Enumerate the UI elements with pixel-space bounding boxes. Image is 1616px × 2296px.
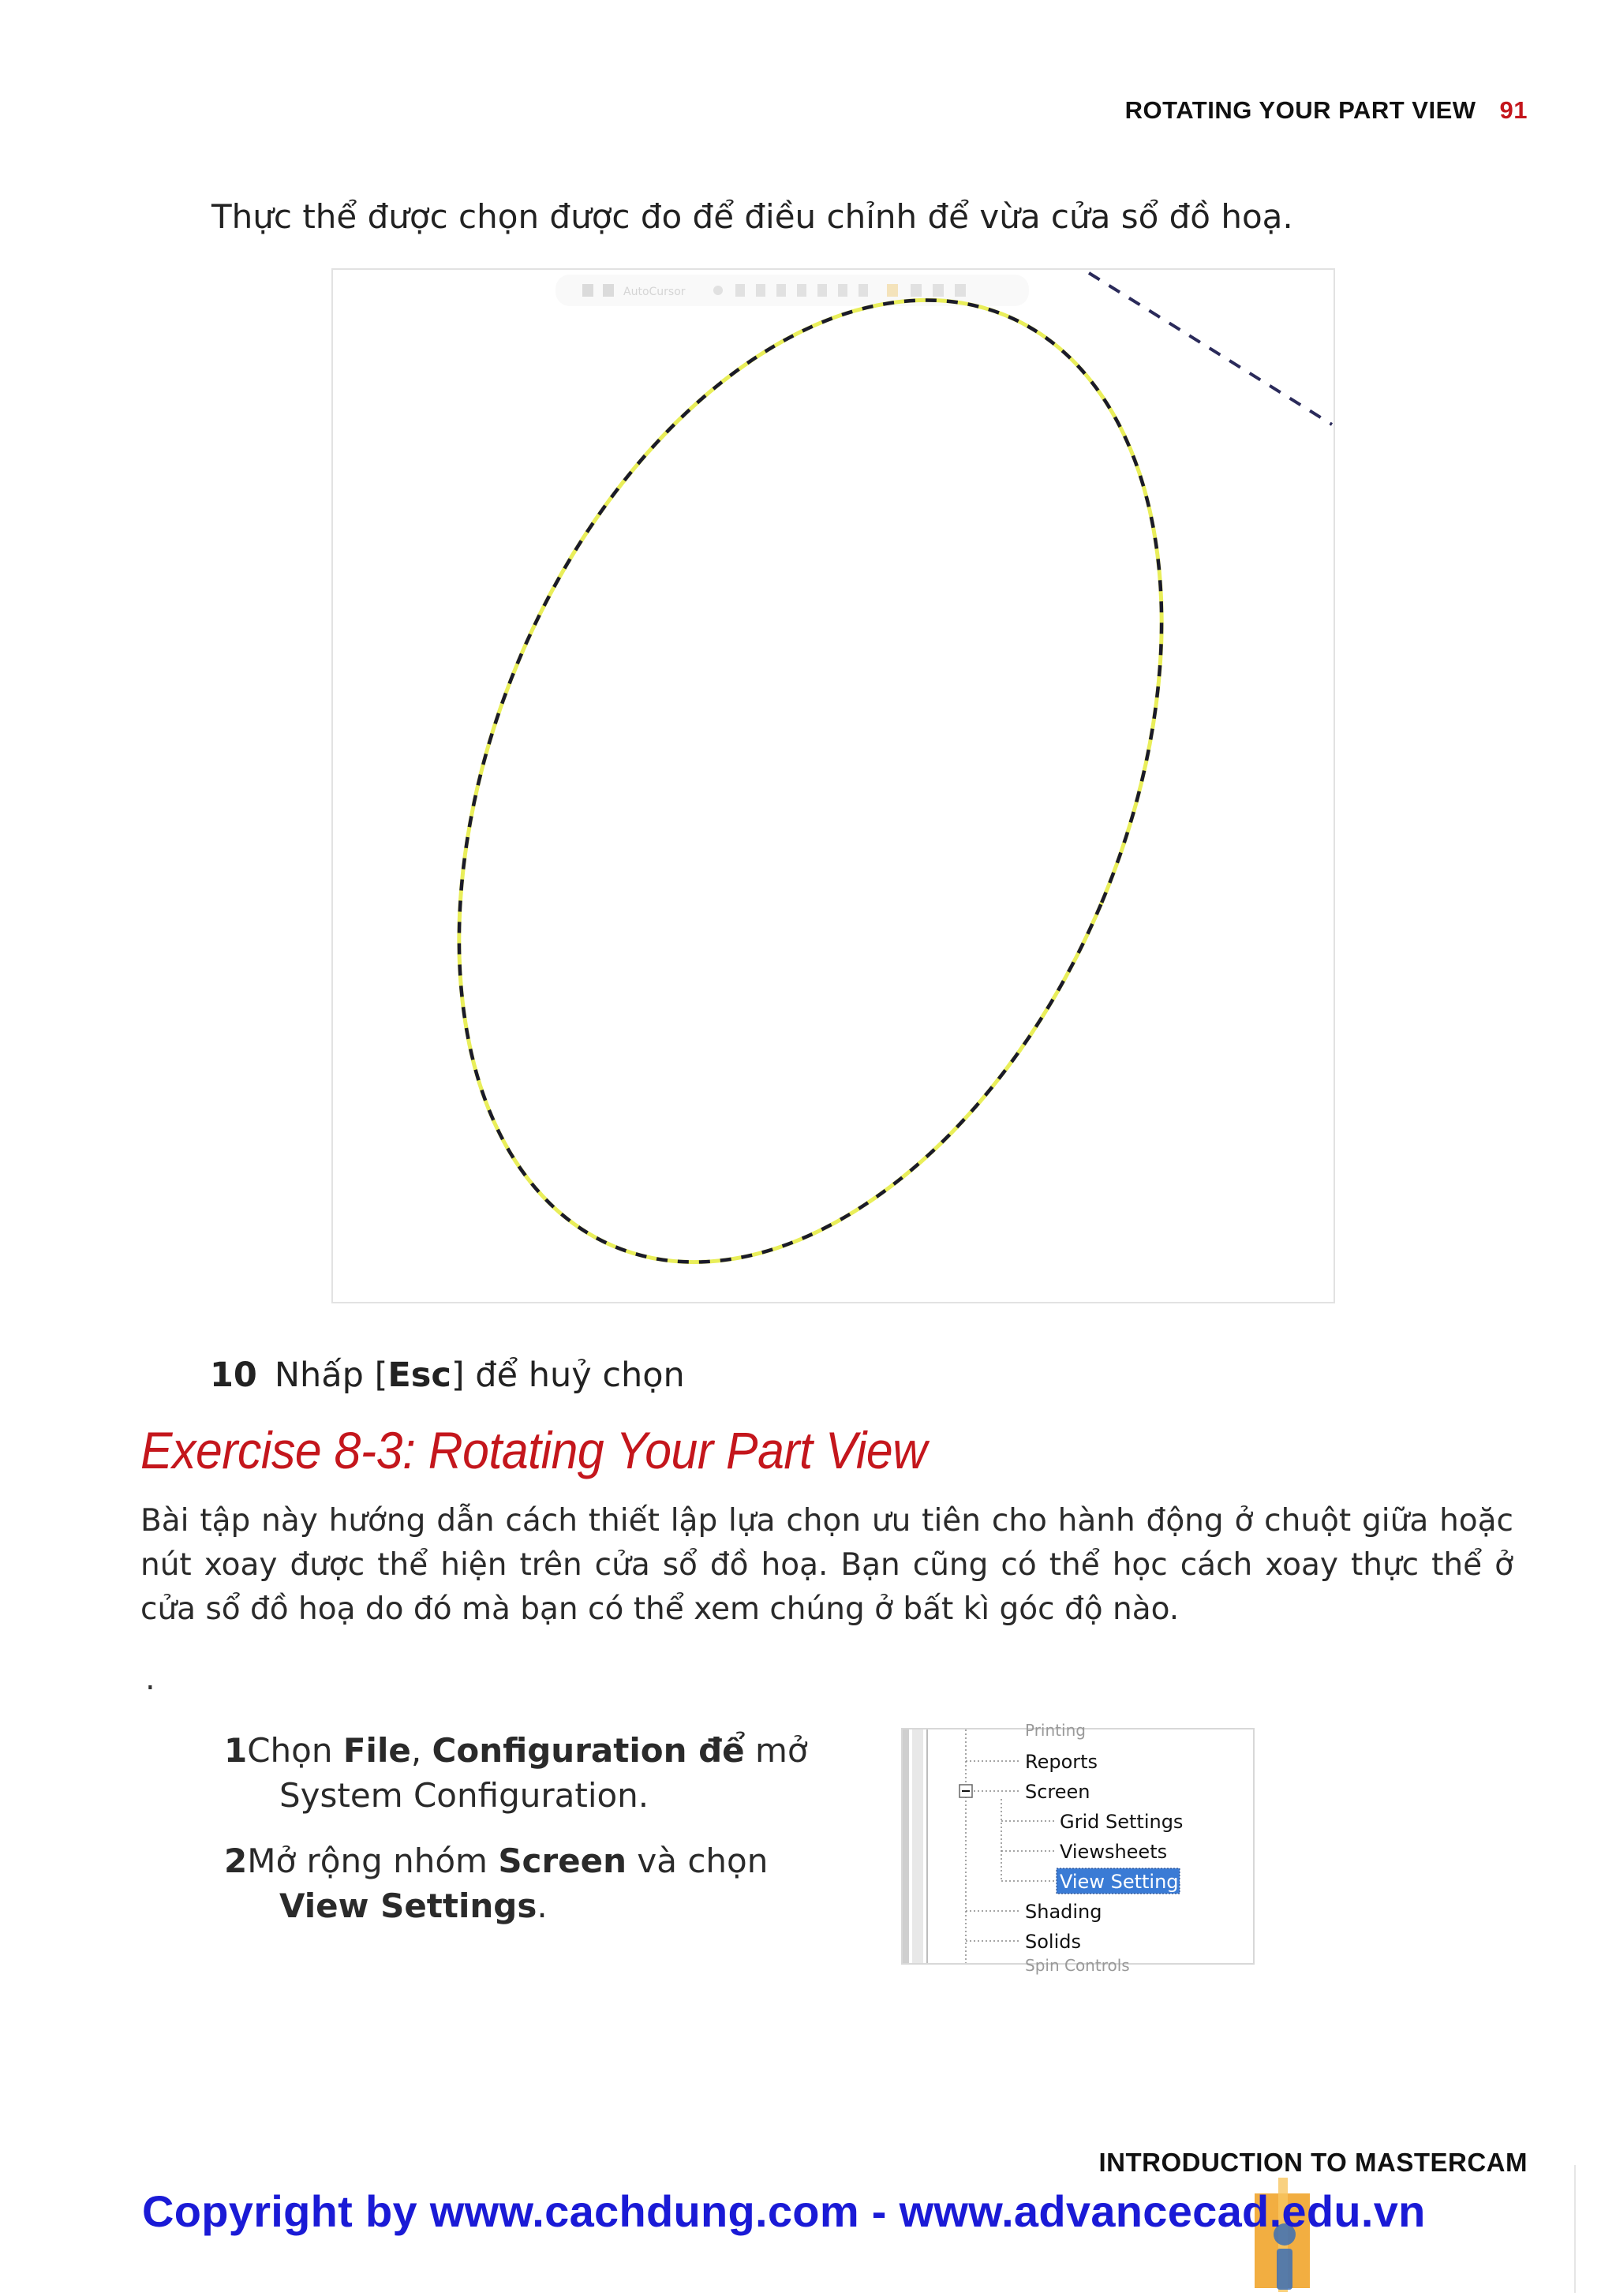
step-2 [224, 1838, 824, 1928]
step-10-pre: Nhấp [ [274, 1356, 388, 1395]
tree-item-reports[interactable]: Reports [1025, 1751, 1098, 1773]
step-1-continuation: System Configuration. [279, 1776, 649, 1815]
step-1 [224, 1728, 824, 1818]
tree-item-solids[interactable]: Solids [1025, 1931, 1081, 1953]
step-2-view-settings: View Settings [279, 1887, 537, 1925]
step-1-text: Chọn [247, 1731, 343, 1770]
selected-ellipse [323, 193, 1299, 1370]
toolbar-autocursor-label: AutoCursor [623, 286, 686, 298]
stray-dot: . [145, 1661, 155, 1697]
tree-item-printing-partial: Printing [1025, 1721, 1086, 1740]
step-2-period: . [537, 1887, 548, 1925]
step-1-file: File [342, 1731, 411, 1770]
step-2-mid: và chọn [627, 1842, 769, 1880]
tree-item-shading[interactable]: Shading [1025, 1901, 1102, 1923]
step-10 [210, 1356, 685, 1395]
tree-item-view-settings[interactable]: View Settings [1060, 1871, 1189, 1893]
intro-text: Thực thể được chọn được đo để điều chỉnh để vừa cửa sổ đồ hoạ. [211, 197, 1293, 236]
steps-list [224, 1728, 824, 1949]
step-1-configuration: Configuration [432, 1731, 687, 1770]
tree-item-grid-settings[interactable]: Grid Settings [1060, 1811, 1184, 1833]
graphics-window-figure [331, 268, 1335, 1303]
step-10-key: Esc [387, 1356, 451, 1395]
config-tree-screenshot [901, 1721, 1255, 1975]
page-number: 91 [1499, 96, 1528, 124]
step-1-de: để [686, 1731, 745, 1770]
step-2-text: Mở rộng nhóm [247, 1842, 499, 1880]
tree-item-screen[interactable]: Screen [1025, 1781, 1090, 1803]
step-1-comma: , [410, 1731, 432, 1770]
step-10-number: 10 [210, 1356, 257, 1395]
config-tree-svg [903, 1721, 1253, 1975]
tree-item-viewsheets[interactable]: Viewsheets [1060, 1841, 1168, 1863]
step-1-number: 1 [224, 1731, 248, 1770]
tree-item-spin-partial: Spin Controls [1025, 1956, 1130, 1975]
dashed-diagonal-line [1089, 273, 1332, 424]
copyright-text: Copyright by www.cachdung.com - www.advancecad.edu.vn [142, 2186, 1426, 2236]
step-2-screen: Screen [498, 1842, 627, 1880]
step-1-mo: mở [744, 1731, 808, 1770]
step-10-post: ] để huỷ chọn [451, 1356, 685, 1395]
ellipse-figure-svg [333, 270, 1334, 1302]
exercise-title: Exercise 8-3: Rotating Your Part View [140, 1421, 927, 1479]
running-header [1125, 96, 1528, 125]
exercise-paragraph: Bài tập này hướng dẫn cách thiết lập lựa chọn ưu tiên cho hành động ở chuột giữa hoặc nút xoay được thể hiện trên cửa sổ đồ hoạ. Bạn cũng có thể học cách xoay thực thể ở cửa sổ đồ hoạ do đó mà bạn có thể xem chúng ở bất kì góc độ nào. [140, 1503, 1513, 1627]
footer-label: INTRODUCTION TO MASTERCAM [1098, 2148, 1528, 2177]
running-header-title: ROTATING YOUR PART VIEW [1124, 96, 1476, 124]
step-2-number: 2 [224, 1842, 248, 1880]
